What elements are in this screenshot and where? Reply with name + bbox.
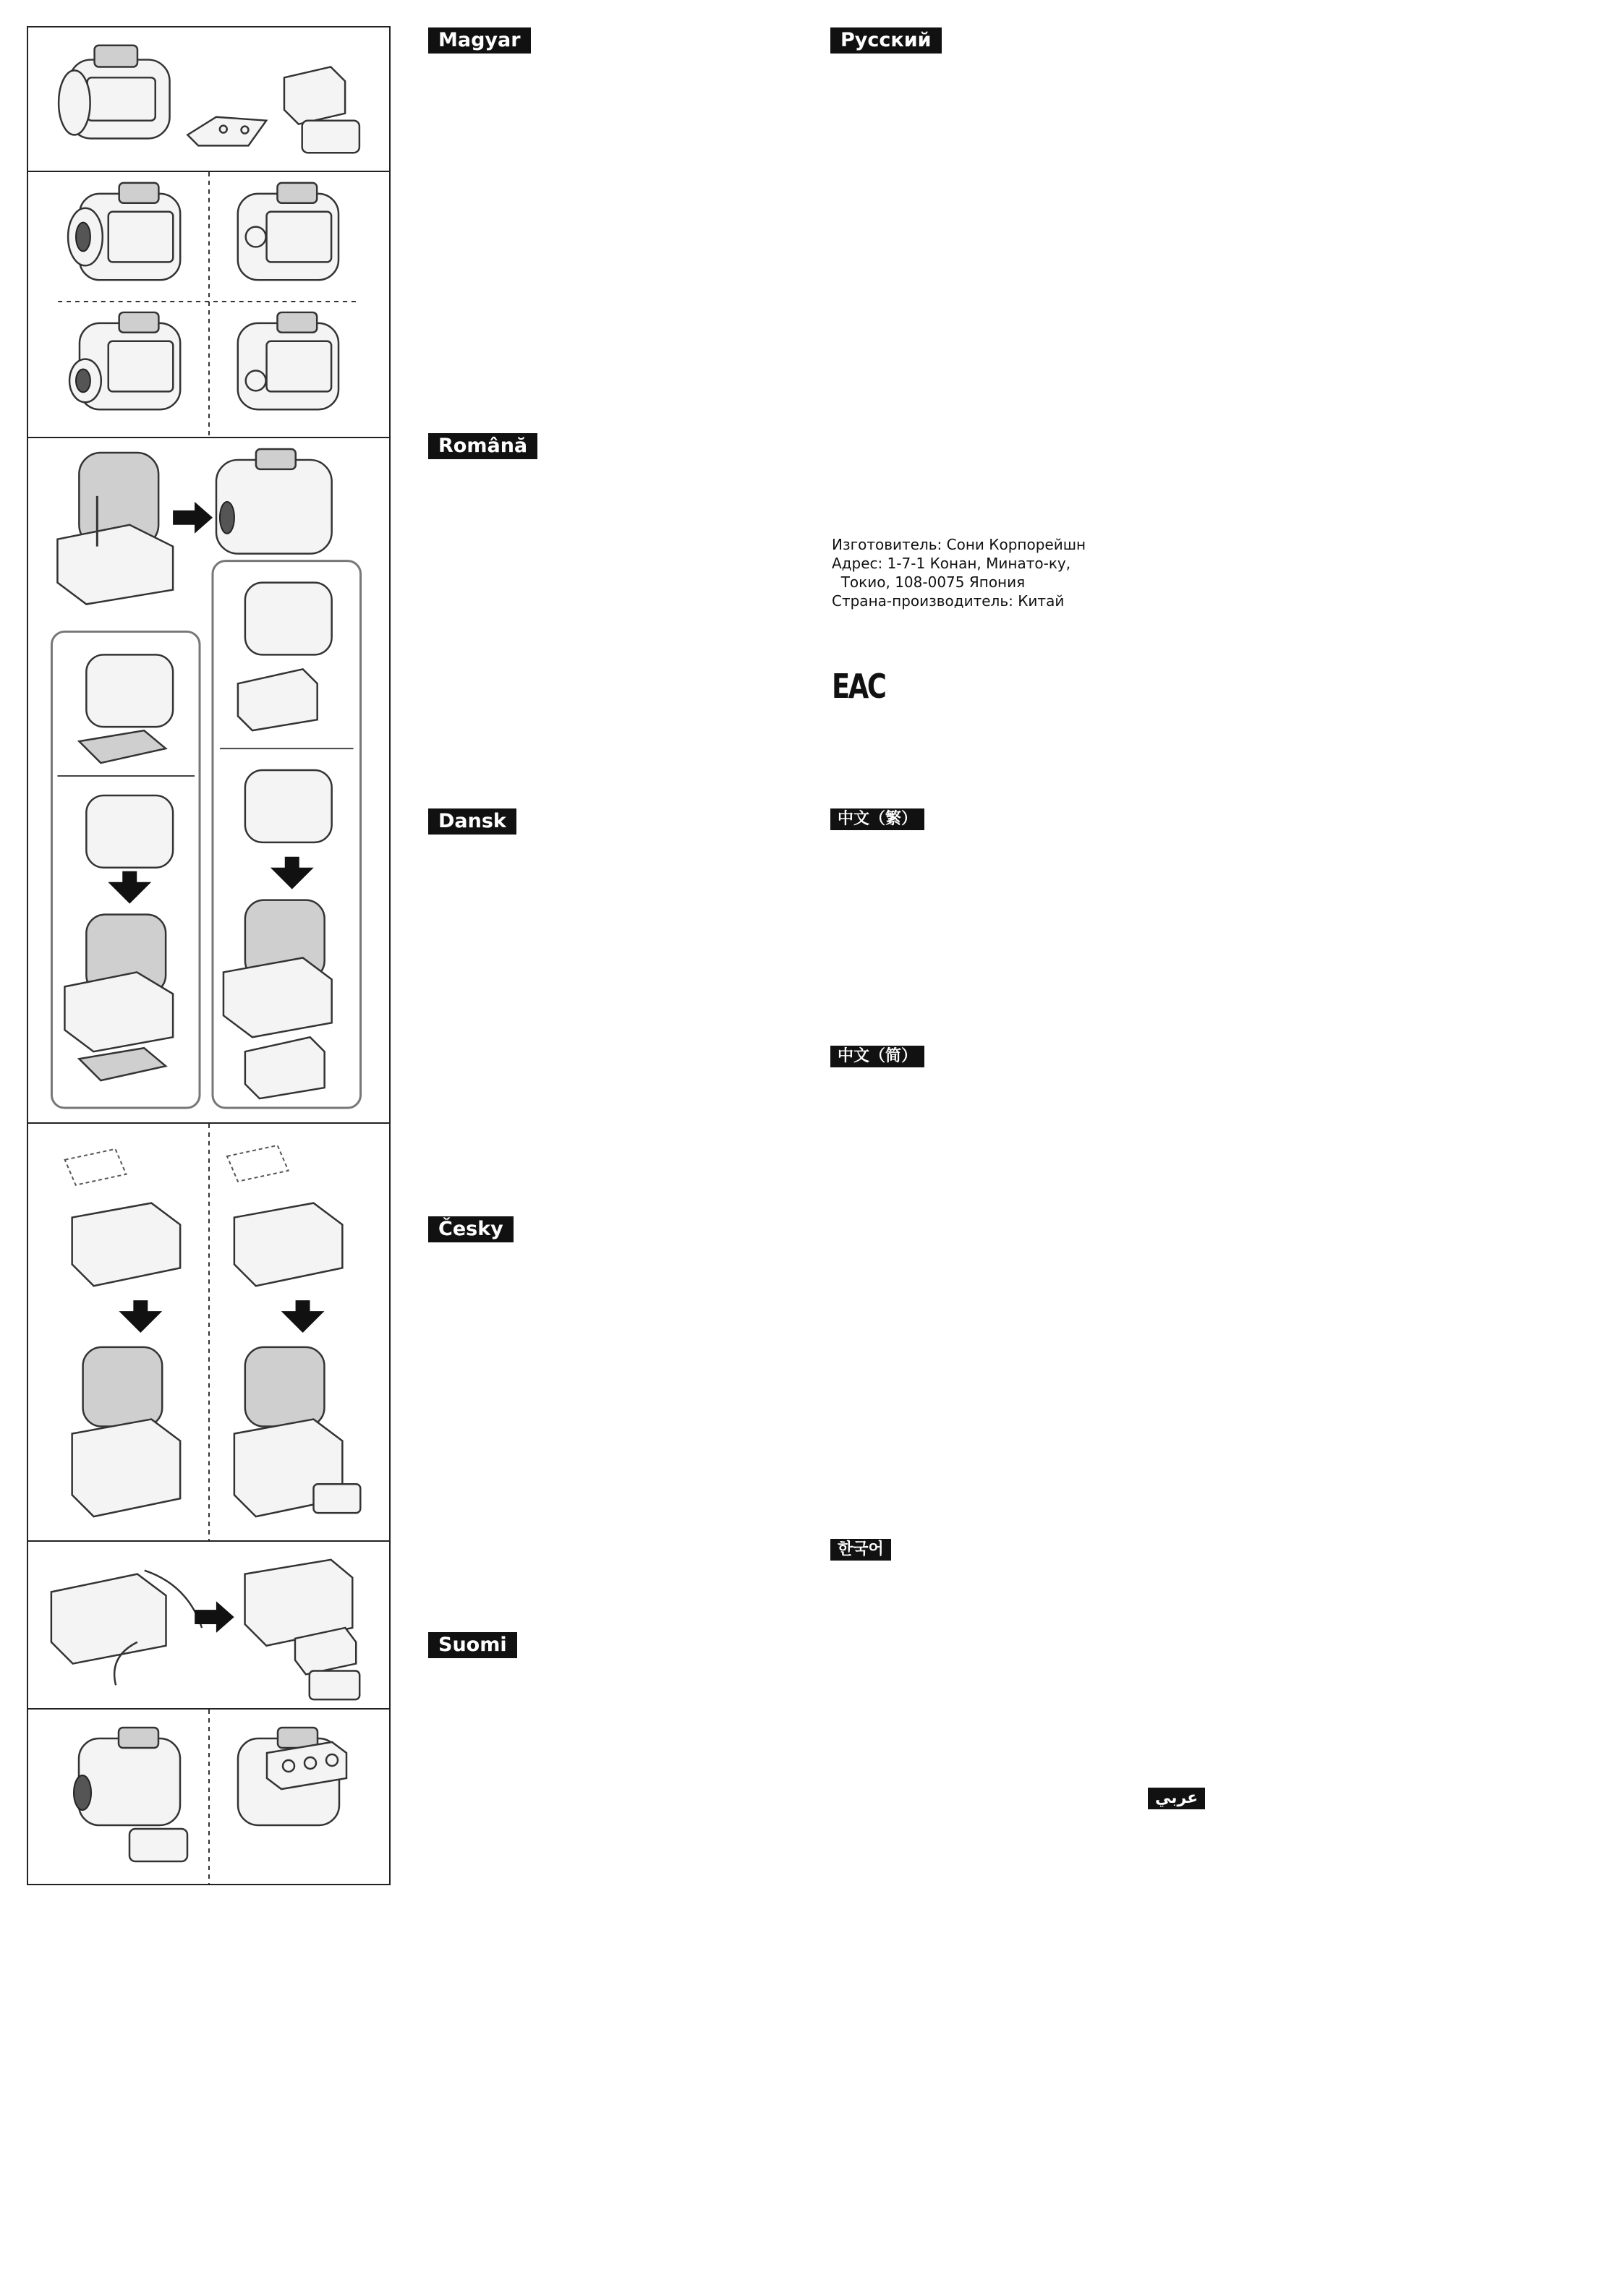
lang-tag-chinese-simplified: 中文（简） xyxy=(830,1046,924,1067)
lang-tag-arabic: عربي xyxy=(1148,1788,1205,1809)
lang-tag-suomi: Suomi xyxy=(428,1632,517,1658)
arrow-down-icon-2 xyxy=(271,857,314,889)
arrow-right-icon xyxy=(173,502,213,534)
eac-mark-logo: EAC xyxy=(832,667,885,706)
arrow-down-icon-4 xyxy=(281,1300,325,1333)
views-illustration xyxy=(28,172,389,437)
lang-tag-chinese-traditional: 中文（繁） xyxy=(830,808,924,830)
remove-illustration xyxy=(28,1542,389,1708)
illustration-panel-insert xyxy=(28,438,389,1124)
illustration-panel-remove xyxy=(28,1542,389,1710)
buckle-drawing xyxy=(284,67,359,153)
lang-tag-korean: 한국어 xyxy=(830,1539,891,1561)
manufacturer-info xyxy=(832,535,1086,610)
illustration-column xyxy=(27,26,391,1885)
manufacturer-country: Страна-производитель: Китай xyxy=(832,592,1065,610)
lang-tag-dansk: Dansk xyxy=(428,808,516,835)
lang-tag-romana: Română xyxy=(428,433,537,459)
lang-tag-magyar: Magyar xyxy=(428,27,531,54)
plate-drawing xyxy=(187,117,266,146)
illustration-panel-views xyxy=(28,172,389,438)
lang-tag-russian: Русский xyxy=(830,27,942,54)
manufacturer-city: Токио, 108-0075 Япония xyxy=(832,573,1026,591)
finished-illustration xyxy=(28,1710,389,1884)
arrow-down-icon xyxy=(108,871,151,904)
housing-drawing xyxy=(59,46,169,139)
illustration-panel-plate xyxy=(28,1124,389,1542)
arrow-right-icon-2 xyxy=(195,1601,234,1633)
illustration-panel-parts xyxy=(28,27,389,172)
lang-tag-cesky: Česky xyxy=(428,1216,514,1242)
insert-illustration xyxy=(28,438,389,1122)
illustration-panel-finished xyxy=(28,1710,389,1884)
manufacturer-address: Адрес: 1-7-1 Конан, Минато-ку, xyxy=(832,555,1071,572)
plate-illustration xyxy=(28,1124,389,1540)
arrow-down-icon-3 xyxy=(119,1300,162,1333)
manufacturer-line: Изготовитель: Сони Корпорейшн xyxy=(832,536,1086,553)
parts-illustration xyxy=(28,27,389,171)
